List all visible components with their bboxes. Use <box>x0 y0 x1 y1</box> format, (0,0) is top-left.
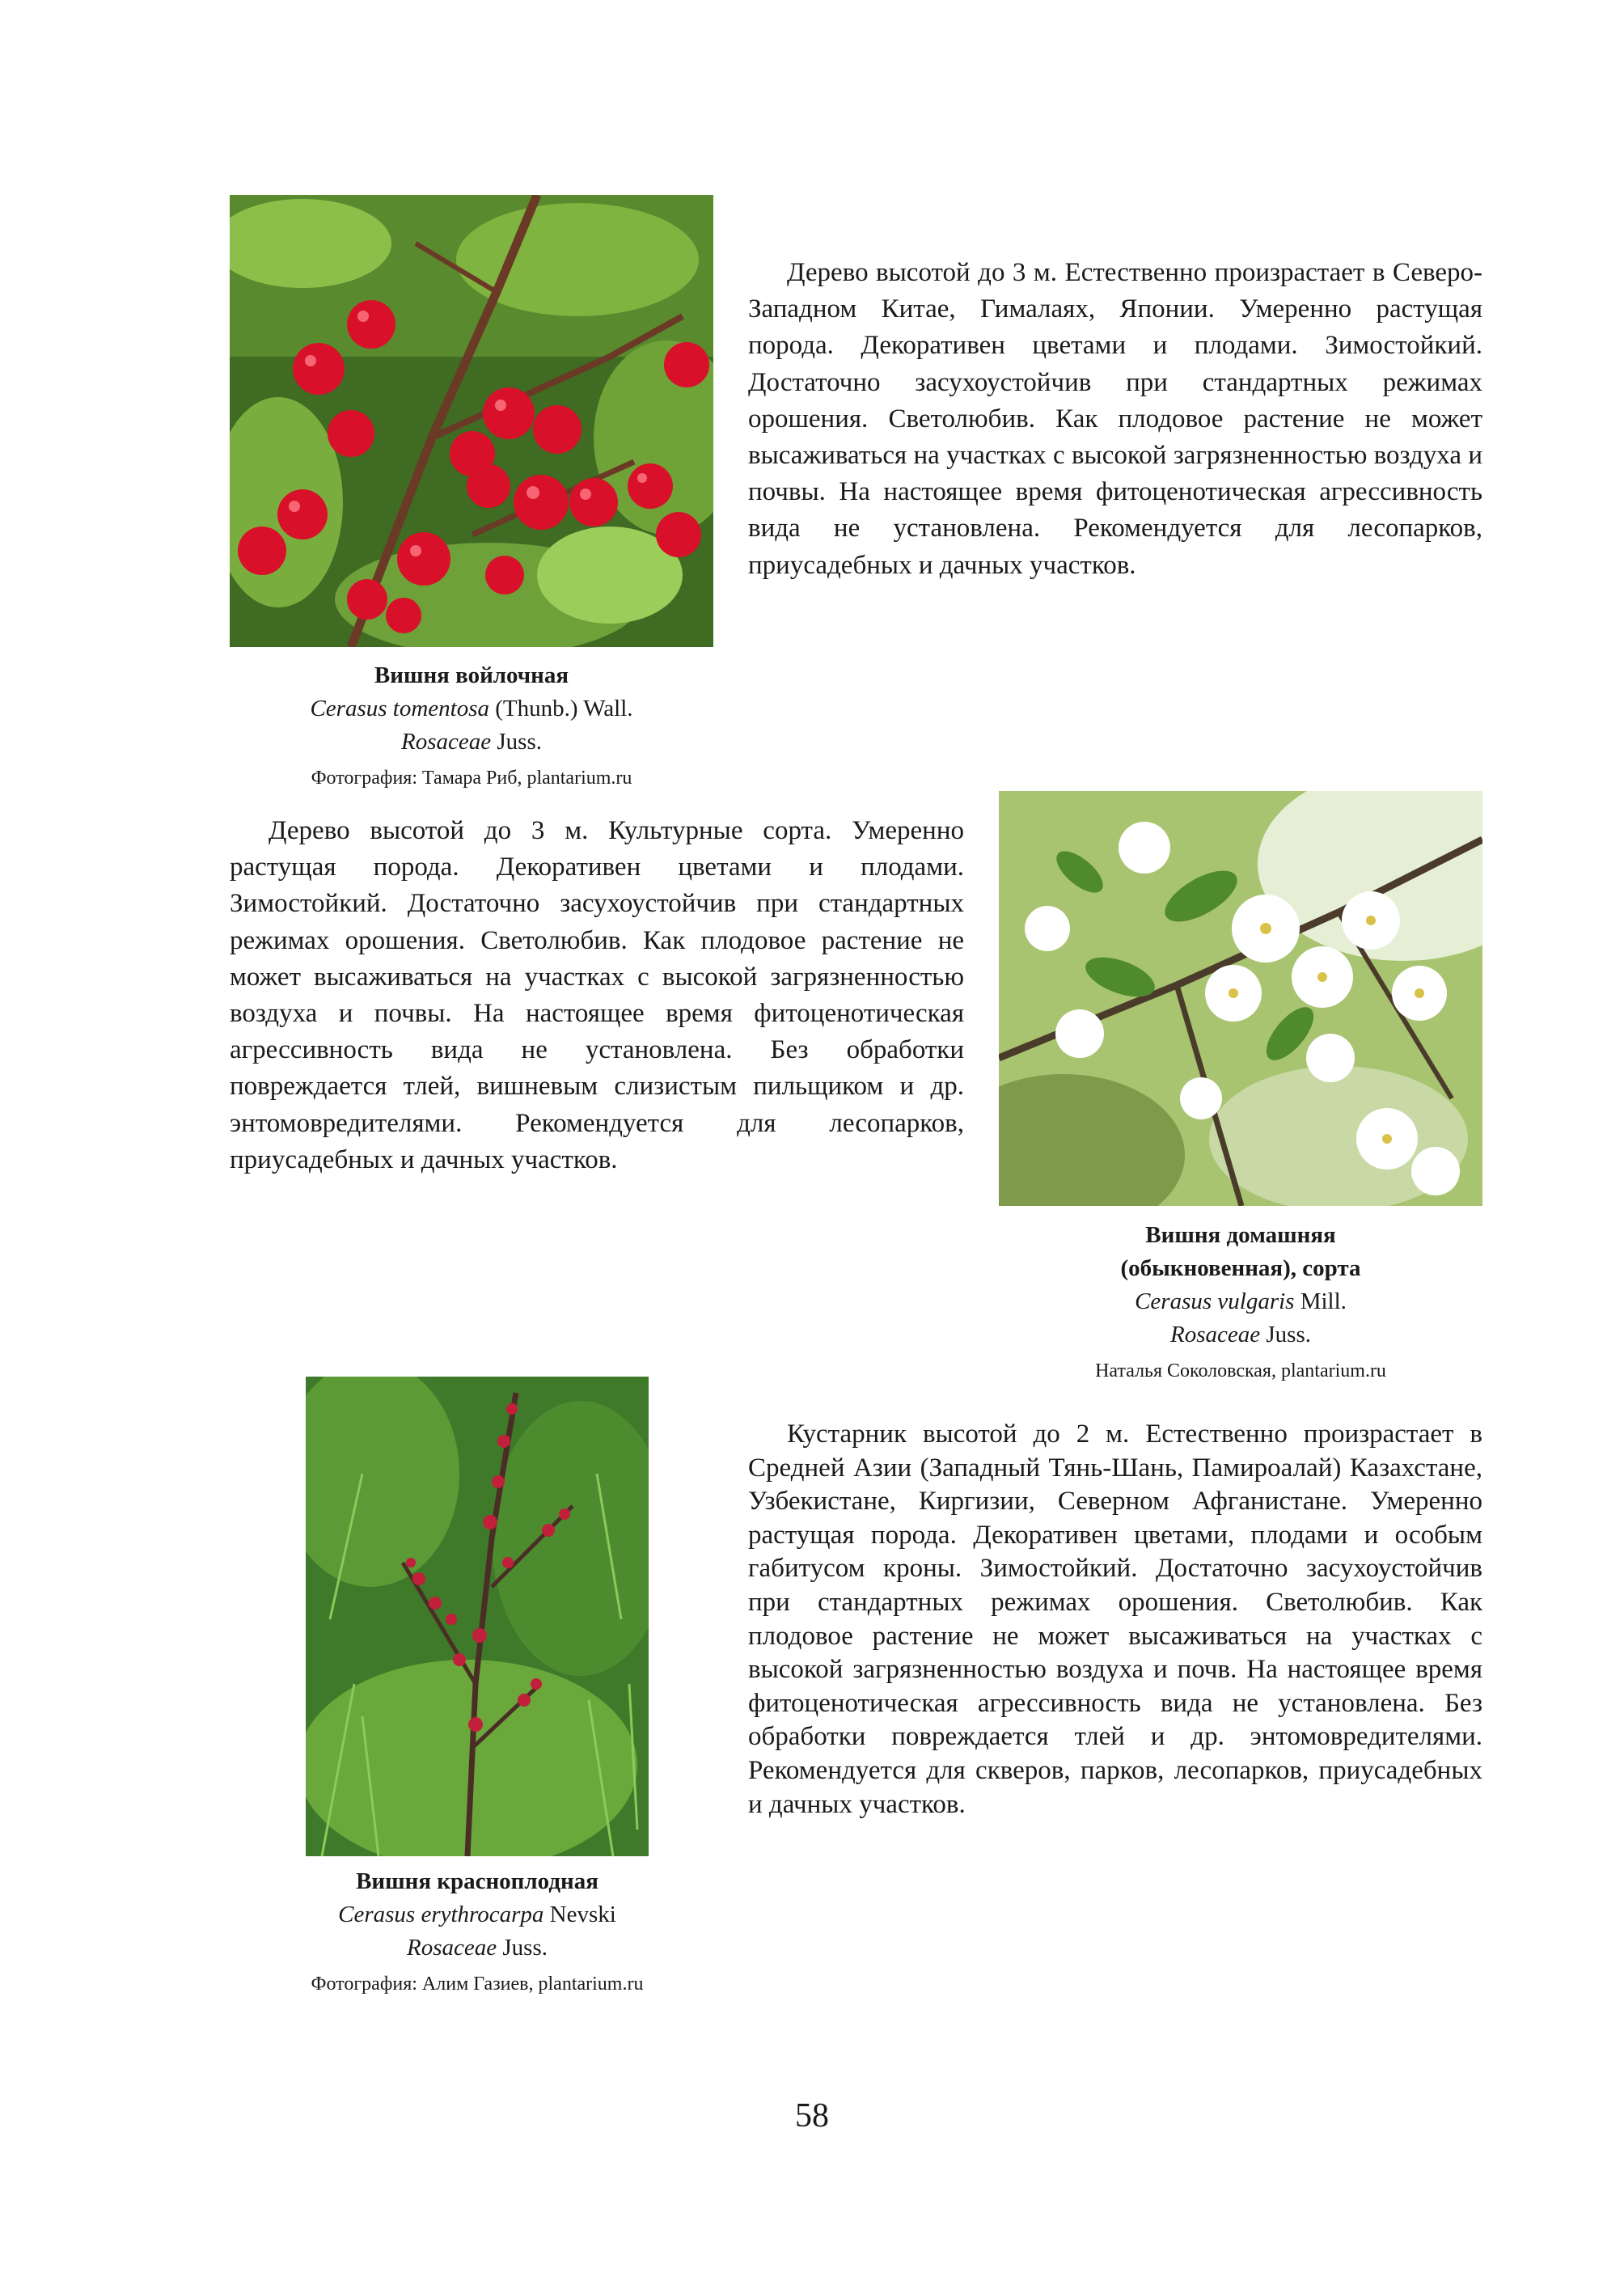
photo-credit: Фотография: Алим Газиев, plantarium.ru <box>311 1974 644 1995</box>
latin-name: Cerasus tomentosa (Thunb.) Wall. <box>310 696 633 721</box>
photo-credit: Фотография: Тамара Риб, plantarium.ru <box>311 768 632 789</box>
family-name: Rosaceae Juss. <box>401 729 542 755</box>
photo-cerasus-erythrocarpa <box>306 1377 649 1856</box>
photo-cerasus-vulgaris <box>999 791 1482 1206</box>
description-cerasus-tomentosa: Дерево высотой до 3 м. Естественно произрастает в Северо-Западном Китае, Гималаях, Японии. Умеренно растущая порода. Декоративен цветами и плодами. Зимостойкий. Достаточно засухоустойчив при стандартных режимах орошения. Светолюбив. Как плодовое растение не может высаживаться на участках с высокой загрязненностью воздуха и почвы. На настоящее время фитоценотическая агрессивность вида не установлена. Рекомендуется для лесопарков, приусадебных и дачных участков. <box>748 258 1482 580</box>
description-cerasus-vulgaris: Дерево высотой до 3 м. Культурные сорта. Умеренно растущая порода. Декоративен цветами и плодами. Зимостойкий. Достаточно засухоустойчив при стандартных режимах орошения. Светолюбив. Как плодовое растение не может высаживаться на участках с высокой загрязненностью воздуха и почвы. На настоящее время фитоценотическая агрессивность вида не установлена. Без обработки повреждается тлей, вишневым слизистым пильщиком и др. энтомовредителями. Рекомендуется для лесопарков, приусадебных и дачных участков. <box>230 816 964 1174</box>
photo-cerasus-tomentosa <box>230 195 713 647</box>
photo-credit: Наталья Соколовская, plantarium.ru <box>1095 1360 1386 1381</box>
latin-name: Cerasus vulgaris Mill. <box>1135 1288 1347 1314</box>
caption-cerasus-tomentosa <box>230 659 713 795</box>
family-name: Rosaceae Juss. <box>1170 1322 1311 1347</box>
description-cerasus-erythrocarpa: Кустарник высотой до 2 м. Естественно произрастает в Средней Азии (Западный Тянь-Шань, Памироалай) Казахстане, Узбекистане, Киргизии, Северном Афганистане. Умеренно растущая порода. Декоративен цветами, плодами и особым габитусом кроны. Зимостойкий. Достаточно засухоустойчив при стандартных режимах орошения. Светолюбив. Как плодовое растение не может высаживаться на участках с высокой загрязненностью воздуха и почв. На настоящее время фитоценотическая агрессивность вида не установлена. Без обработки повреждается тлей и др. энтомовредителями. Рекомендуется для скверов, парков, лесопарков, приусадебных и дачных участков. <box>748 1419 1482 1819</box>
common-name: Вишня домашняя <box>1145 1222 1336 1248</box>
common-name: Вишня войлочная <box>374 662 569 688</box>
common-name: Вишня красноплодная <box>356 1868 598 1894</box>
caption-cerasus-erythrocarpa <box>249 1865 705 2001</box>
page-number: 58 <box>795 2097 829 2134</box>
caption-cerasus-vulgaris <box>999 1219 1482 1388</box>
common-name-cont: (обыкновенная), сорта <box>1120 1255 1361 1281</box>
family-name: Rosaceae Juss. <box>407 1935 548 1961</box>
latin-name: Cerasus erythrocarpa Nevski <box>338 1902 616 1927</box>
